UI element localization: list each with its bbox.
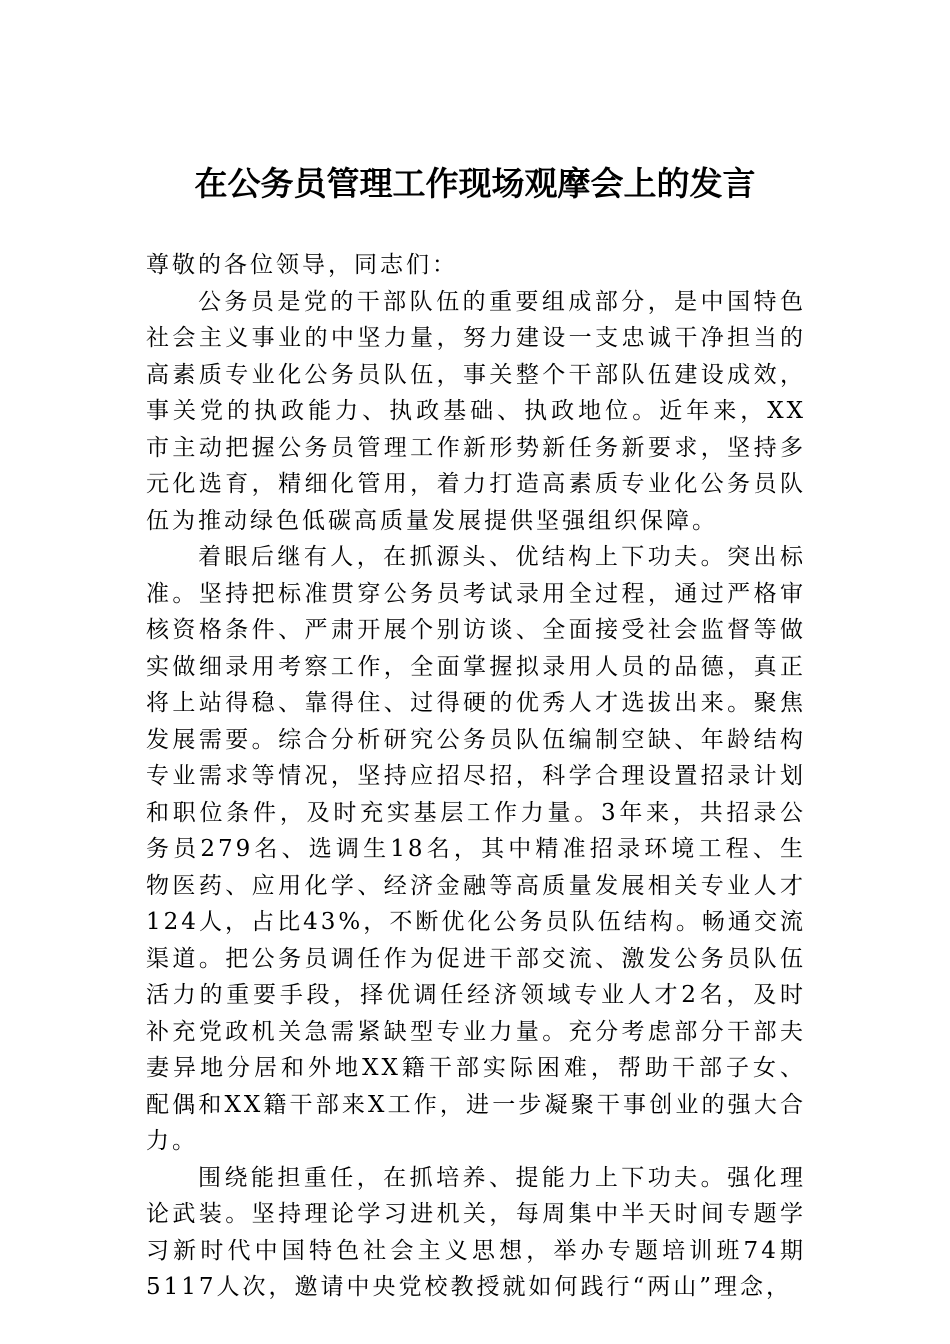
paragraph-training: 围绕能担重任，在抓培养、提能力上下功夫。强化理论武装。坚持理论学习进机关，每周集中半天时间专题学习新时代中国特色社会主义思想，举办专题培训班74期5117人次，邀请中央党校教授就如何践行“两山”理念， — [146, 1164, 806, 1300]
paragraph-recruitment: 着眼后继有人，在抓源头、优结构上下功夫。突出标准。坚持把标准贯穿公务员考试录用全过程，通过严格审核资格条件、严肃开展个别访谈、全面接受社会监督等做实做细录用考察工作，全面掌握拟录用人员的品德，真正将上站得稳、靠得住、过得硬的优秀人才选拔出来。聚焦发展需要。综合分析研究公务员队伍编制空缺、年龄结构专业需求等情况，坚持应招尽招，科学合理设置招录计划和职位条件，及时充实基层工作力量。3年来，共招录公务员279名、选调生18名，其中精准招录环境工程、生物医药、应用化学、经济金融等高质量发展相关专业人才124人，占比43%，不断优化公务员队伍结构。畅通交流渠道。把公务员调任作为促进干部交流、激发公务员队伍活力的重要手段，择优调任经济领域专业人才2名，及时补充党政机关急需紧缺型专业力量。充分考虑部分干部夫妻异地分居和外地XX籍干部实际困难，帮助干部子女、配偶和XX籍干部来X工作，进一步凝聚干事创业的强大合力。 — [146, 544, 806, 1154]
paragraph-intro: 公务员是党的干部队伍的重要组成部分，是中国特色社会主义事业的中坚力量，努力建设一支忠诚干净担当的高素质专业化公务员队伍，事关整个干部队伍建设成效，事关党的执政能力、执政基础、执政地位。近年来，XX市主动把握公务员管理工作新形势新任务新要求，坚持多元化选育，精细化管用，着力打造高素质专业化公务员队伍为推动绿色低碳高质量发展提供坚强组织保障。 — [146, 288, 806, 534]
document-title: 在公务员管理工作现场观摩会上的发言 — [194, 164, 756, 203]
document-body — [146, 247, 806, 1306]
salutation: 尊敬的各位领导，同志们： — [146, 252, 458, 278]
